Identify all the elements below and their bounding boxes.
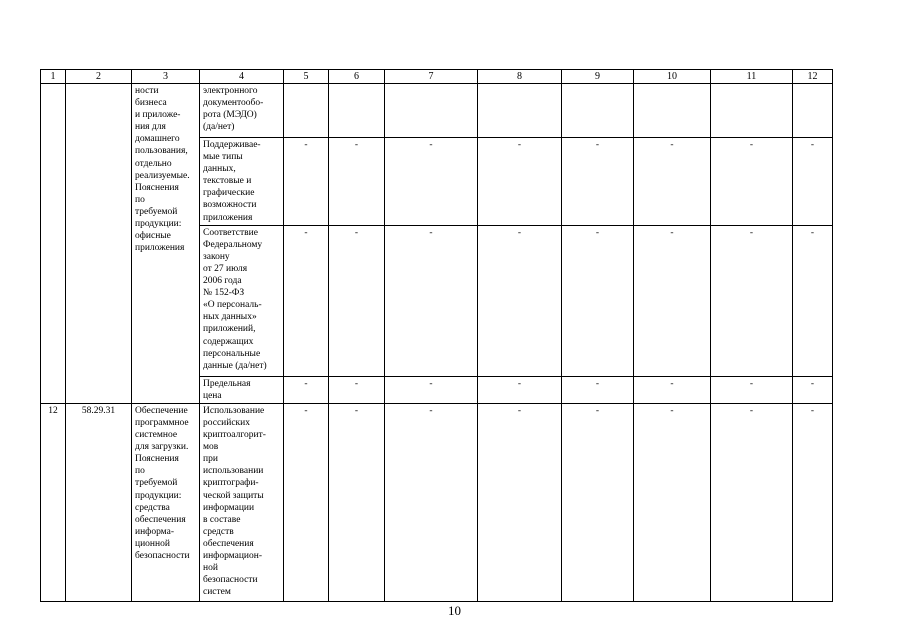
value-cell: - [385, 376, 478, 403]
value-cell: - [284, 138, 329, 226]
value-cell: - [478, 403, 562, 601]
value-cell: - [478, 225, 562, 376]
column-header: 4 [200, 70, 284, 84]
value-cell: - [329, 138, 385, 226]
column-header: 10 [634, 70, 711, 84]
characteristic-cell: Поддерживае- мые типы данных, текстовые и графические возможности приложения [200, 138, 284, 226]
value-cell: - [634, 403, 711, 601]
value-cell: - [634, 225, 711, 376]
value-cell: - [562, 138, 634, 226]
code-cell: 58.29.31 [66, 403, 132, 601]
value-cell: - [478, 376, 562, 403]
value-cell: - [793, 138, 833, 226]
characteristic-cell: Соответствие Федеральному закону от 27 июля 2006 года № 152-ФЗ «О персональ- ных данных» приложений, содержащих персональные данные (да/нет) [200, 225, 284, 376]
value-cell: - [793, 225, 833, 376]
code-cell [66, 84, 132, 404]
value-cell: - [385, 138, 478, 226]
value-cell: - [284, 225, 329, 376]
product-description-cell: ности бизнеса и приложе- ния для домашнего пользования, отдельно реализуемые. Пояснения по требуемой продукции: офисные приложения [132, 84, 200, 404]
page-number: 10 [448, 603, 461, 618]
table-row [41, 403, 833, 601]
value-cell: - [385, 403, 478, 601]
column-header: 1 [41, 70, 66, 84]
characteristic-cell: Предельная цена [200, 376, 284, 403]
column-header: 9 [562, 70, 634, 84]
value-cell: - [329, 403, 385, 601]
value-cell: - [562, 225, 634, 376]
value-cell: - [711, 225, 793, 376]
value-cell: - [329, 376, 385, 403]
value-cell: - [793, 403, 833, 601]
value-cell: - [478, 138, 562, 226]
product-description-cell: Обеспечение программное системное для загрузки. Пояснения по требуемой продукции: средства обеспечения информа- ционной безопасности [132, 403, 200, 601]
value-cell [793, 84, 833, 138]
column-header: 12 [793, 70, 833, 84]
value-cell: - [562, 403, 634, 601]
column-number-row [41, 70, 833, 84]
column-header: 3 [132, 70, 200, 84]
value-cell: - [711, 138, 793, 226]
column-header: 2 [66, 70, 132, 84]
value-cell [385, 84, 478, 138]
requirements-table [40, 69, 833, 602]
characteristic-cell: электронного документообо- рота (МЭДО) (да/нет) [200, 84, 284, 138]
column-header: 6 [329, 70, 385, 84]
value-cell: - [562, 376, 634, 403]
row-number-cell [41, 84, 66, 404]
characteristic-cell: Использование российских криптоалгорит- мов при использовании криптографи- ческой защиты информации в составе средств обеспечения информацион- ной безопасности систем [200, 403, 284, 601]
value-cell: - [385, 225, 478, 376]
value-cell [711, 84, 793, 138]
column-header: 5 [284, 70, 329, 84]
value-cell: - [634, 138, 711, 226]
table-row [41, 84, 833, 138]
value-cell [284, 84, 329, 138]
column-header: 11 [711, 70, 793, 84]
value-cell: - [284, 376, 329, 403]
value-cell [562, 84, 634, 138]
value-cell: - [711, 376, 793, 403]
value-cell: - [329, 225, 385, 376]
value-cell: - [793, 376, 833, 403]
value-cell: - [711, 403, 793, 601]
column-header: 8 [478, 70, 562, 84]
value-cell [478, 84, 562, 138]
value-cell: - [284, 403, 329, 601]
value-cell [634, 84, 711, 138]
row-number-cell: 12 [41, 403, 66, 601]
value-cell [329, 84, 385, 138]
column-header: 7 [385, 70, 478, 84]
value-cell: - [634, 376, 711, 403]
